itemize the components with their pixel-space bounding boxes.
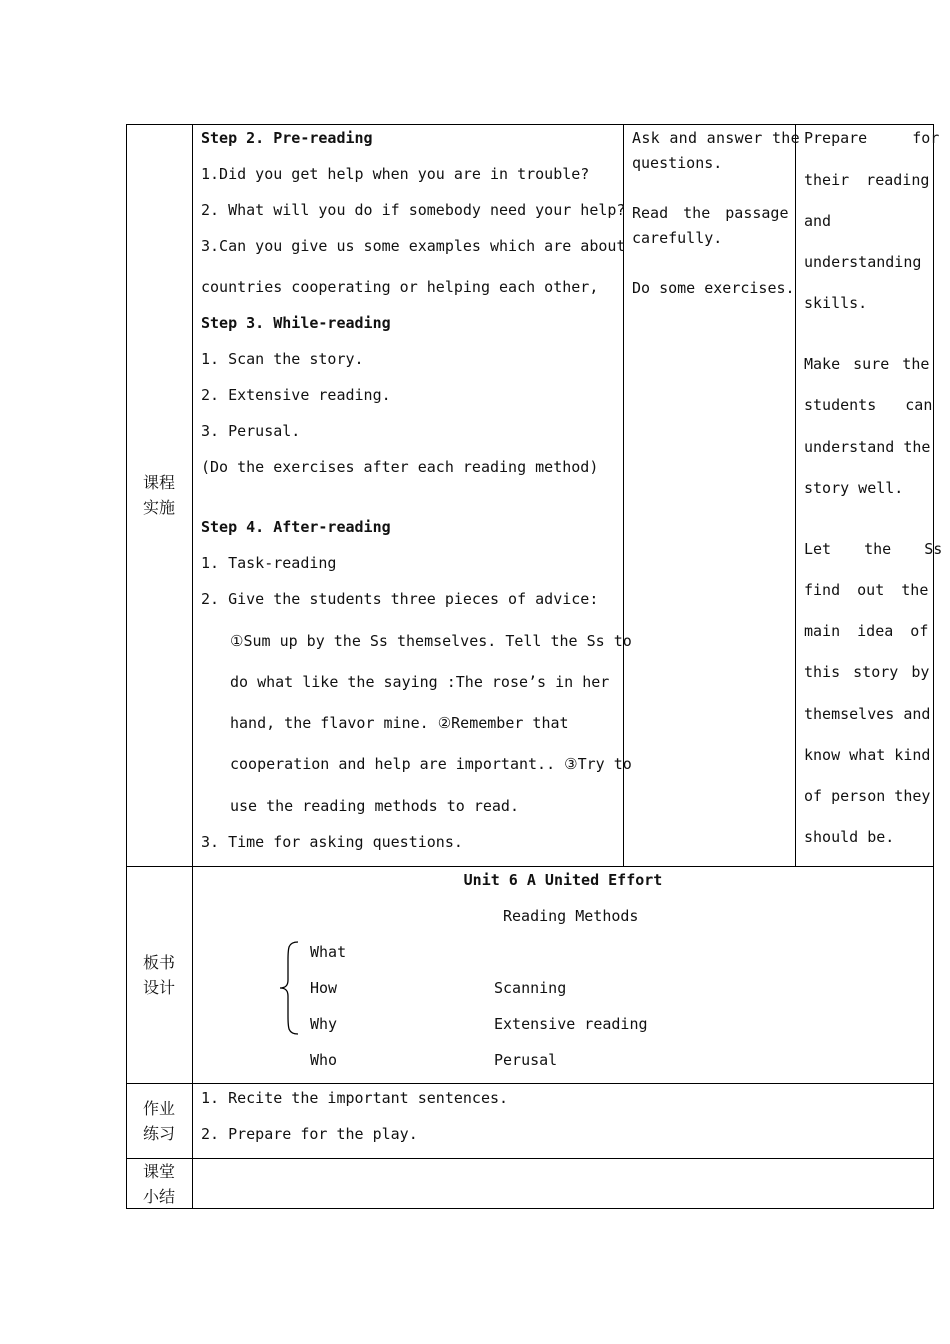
step2-item-justified xyxy=(201,237,626,255)
activity-line: Ask and answer the xyxy=(632,129,800,147)
step2-item: 1.Did you get help when you are in trouble? xyxy=(201,165,590,183)
step2-title: Step 2. Pre-reading xyxy=(201,129,373,147)
summary-cell xyxy=(193,1159,933,1208)
step3-item: 1. Scan the story. xyxy=(201,350,364,368)
purpose-line: find out the xyxy=(804,581,929,599)
purpose-line: themselves and xyxy=(804,705,931,723)
board-question: Why xyxy=(310,1015,338,1033)
board-method: Scanning xyxy=(494,979,567,997)
advice-line: ①Sum up by the Ss themselves. Tell the Ss to xyxy=(230,632,632,650)
purpose-line: know what kind xyxy=(804,746,931,764)
label-implementation: 课程 实施 xyxy=(142,473,175,517)
step4-item: 1. Task-reading xyxy=(201,554,337,572)
step4-item: 2. Give the students three pieces of advice: xyxy=(201,590,599,608)
step3-title: Step 3. While-reading xyxy=(201,314,391,332)
purpose-line: Make sure the xyxy=(804,355,930,373)
advice-line: do what like the saying :The rose’s in her xyxy=(230,673,610,691)
label-summary: 课堂 小结 xyxy=(142,1162,175,1206)
purpose-line: Prepare for xyxy=(804,129,940,147)
step3-note: (Do the exercises after each reading method) xyxy=(201,458,599,476)
purpose-line: should be. xyxy=(804,828,895,846)
purpose-line: students can xyxy=(804,396,933,414)
activity-line: carefully. xyxy=(632,229,723,247)
purpose-line: Let the Ss xyxy=(804,540,943,558)
board-question: What xyxy=(310,943,347,961)
step2-item: 2. What will you do if somebody need your help? xyxy=(201,201,626,219)
board-question: Who xyxy=(310,1051,338,1069)
advice-line: use the reading methods to read. xyxy=(230,797,519,815)
step2-item: countries cooperating or helping each other, xyxy=(201,278,599,296)
advice-line: cooperation and help are important.. ③Try to xyxy=(230,755,632,773)
step4-item: 3. Time for asking questions. xyxy=(201,833,463,851)
board-method: Perusal xyxy=(494,1051,558,1069)
board-title: Unit 6 A United Effort xyxy=(463,871,663,889)
activity-line: questions. xyxy=(632,154,723,172)
purpose-line: story well. xyxy=(804,479,904,497)
board-subtitle: Reading Methods xyxy=(503,907,639,925)
purpose-line: main idea of xyxy=(804,622,929,640)
purpose-line: and xyxy=(804,212,832,230)
board-method: Extensive reading xyxy=(494,1015,648,1033)
label-board-design: 板书 设计 xyxy=(142,953,175,997)
homework-item: 1. Recite the important sentences. xyxy=(201,1089,509,1107)
step2-item: 3.Can you give us some examples which are about xyxy=(201,237,626,255)
purpose-line: skills. xyxy=(804,294,868,312)
board-question: How xyxy=(310,979,338,997)
step3-item: 3. Perusal. xyxy=(201,422,301,440)
purpose-line: their reading xyxy=(804,171,930,189)
activity-line: Read the passage xyxy=(632,204,789,222)
activity-line: Do some exercises. xyxy=(632,279,795,297)
step4-title: Step 4. After-reading xyxy=(201,518,391,536)
step3-item: 2. Extensive reading. xyxy=(201,386,391,404)
purpose-line: understand the xyxy=(804,438,931,456)
advice-line: hand, the flavor mine. ②Remember that xyxy=(230,714,569,732)
purpose-line: of person they xyxy=(804,787,931,805)
purpose-line: this story by xyxy=(804,663,930,681)
homework-item: 2. Prepare for the play. xyxy=(201,1125,418,1143)
label-homework: 作业 练习 xyxy=(142,1099,175,1143)
purpose-line: understanding xyxy=(804,253,922,271)
curly-brace xyxy=(278,940,302,1036)
